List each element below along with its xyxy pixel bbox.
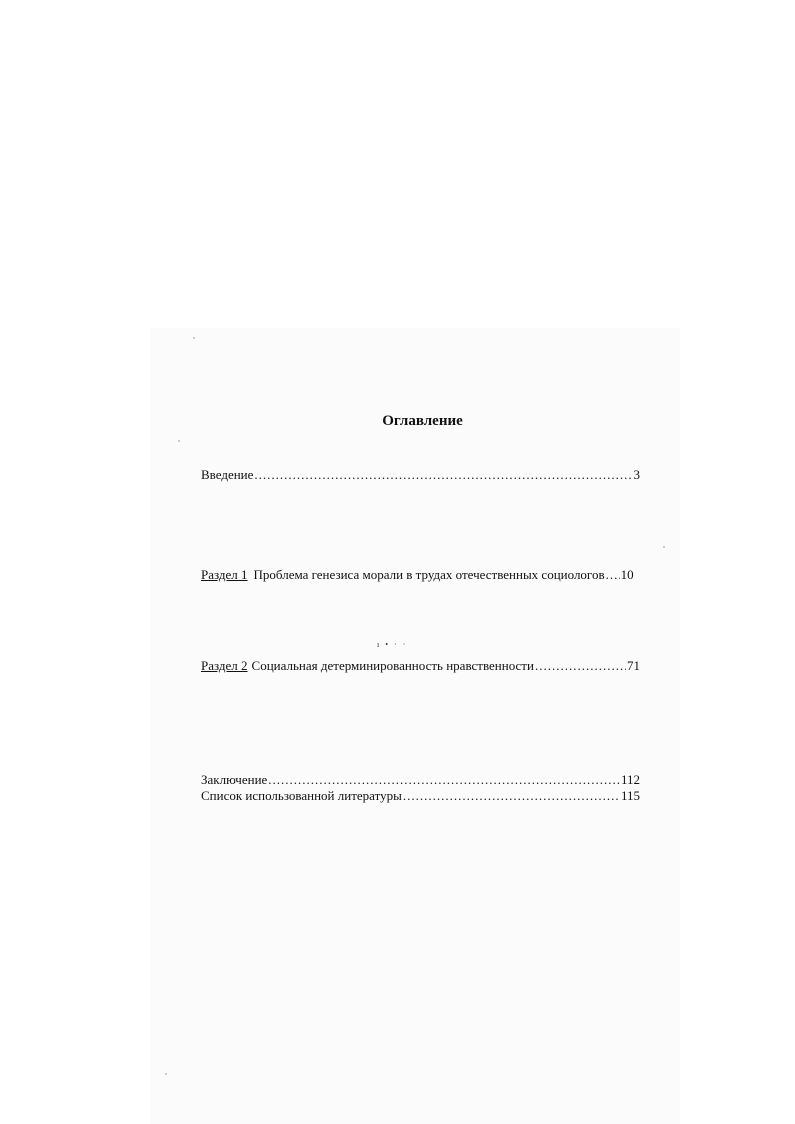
scanned-page — [150, 328, 680, 1124]
toc-entry-section-2[interactable] — [201, 658, 640, 674]
toc-entry-label: Введение — [201, 467, 254, 482]
toc-entry-section-1[interactable] — [201, 567, 640, 583]
toc-title: Оглавление — [382, 413, 463, 429]
toc-entry-page: 10 — [620, 567, 634, 582]
toc-entry-bibliography[interactable] — [201, 788, 640, 804]
section-prefix: Раздел 2 — [201, 658, 248, 673]
toc-entry-page: 115 — [620, 788, 640, 803]
toc-entry-page: 71 — [627, 658, 640, 673]
toc-entry-conclusion[interactable] — [201, 772, 640, 788]
toc-entry-label: Заключение — [201, 772, 268, 787]
scan-dust — [178, 440, 180, 442]
scan-dust — [165, 1073, 167, 1075]
toc-entry-label: Проблема генезиса морали в трудах отечественных социологов — [253, 567, 605, 582]
dot-leader — [254, 467, 632, 483]
scan-dust — [193, 337, 195, 339]
toc-entry-page: 112 — [620, 772, 640, 787]
section-prefix: Раздел 1 — [201, 567, 248, 582]
toc-entry-intro[interactable] — [201, 467, 640, 483]
dot-leader — [268, 772, 620, 788]
dot-leader — [403, 788, 620, 804]
scan-artifact: ı • · · — [377, 640, 408, 649]
toc-entry-page: 3 — [633, 467, 640, 482]
dot-leader — [606, 567, 620, 583]
toc-entry-label: Список использованной литературы — [201, 788, 402, 803]
scan-dust — [663, 546, 665, 548]
dot-leader — [535, 658, 626, 674]
toc-entry-label: Социальная детерминированность нравственности — [251, 658, 534, 673]
